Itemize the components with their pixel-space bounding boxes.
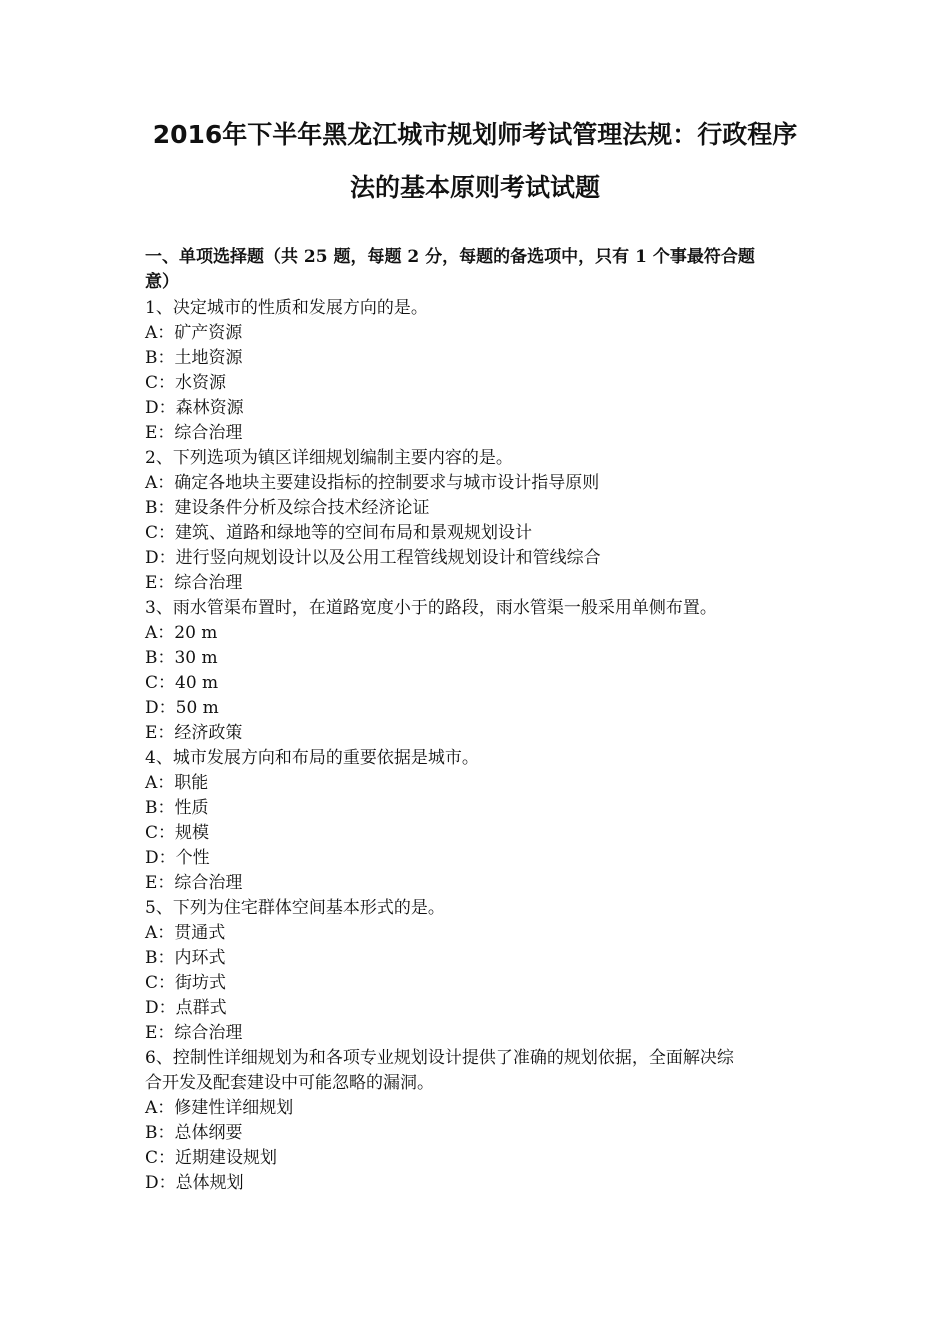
question-text-line: A：修建性详细规划 bbox=[145, 1098, 294, 1118]
question-list bbox=[145, 296, 813, 1196]
question-text-line: E：综合治理 bbox=[145, 1023, 243, 1043]
question-text-line: C：近期建设规划 bbox=[145, 1148, 278, 1168]
question-text-line: D：森林资源 bbox=[145, 398, 244, 418]
question-text-line: B：总体纲要 bbox=[145, 1123, 243, 1143]
question-text-line: B：30 m bbox=[145, 648, 218, 668]
question-text-line: 1、决定城市的性质和发展方向的是。 bbox=[145, 298, 428, 318]
question-text-line: E：综合治理 bbox=[145, 873, 243, 893]
question-text-line: C：40 m bbox=[145, 673, 219, 693]
question-text-line: B：性质 bbox=[145, 798, 209, 818]
question-text-line: C：建筑、道路和绿地等的空间布局和景观规划设计 bbox=[145, 523, 533, 543]
document-title-line-2: 法的基本原则考试试题 bbox=[349, 173, 600, 202]
question-text-line: B：土地资源 bbox=[145, 348, 243, 368]
question-text-line: A：职能 bbox=[145, 773, 209, 793]
question-text-line: 4、城市发展方向和布局的重要依据是城市。 bbox=[145, 748, 479, 768]
question-text-line: D：总体规划 bbox=[145, 1173, 244, 1193]
question-text-line: 2、下列选项为镇区详细规划编制主要内容的是。 bbox=[145, 448, 513, 468]
document-title-line-1: 2016年下半年黑龙江城市规划师考试管理法规：行政程序 bbox=[152, 120, 798, 149]
section-heading-line-1: 一、单项选择题（共 25 题，每题 2 分，每题的备选项中，只有 1 个事最符合题 bbox=[145, 247, 755, 267]
question-text-line: 3、雨水管渠布置时，在道路宽度小于的路段，雨水管渠一般采用单侧布置。 bbox=[145, 598, 717, 618]
question-text-line: E：综合治理 bbox=[145, 573, 243, 593]
question-text-line: C：水资源 bbox=[145, 373, 227, 393]
question-text-line: A：矿产资源 bbox=[145, 323, 243, 343]
section-heading bbox=[145, 245, 813, 295]
question-text-line: C：规模 bbox=[145, 823, 210, 843]
question-text-line: C：街坊式 bbox=[145, 973, 227, 993]
question-text-line: 6、控制性详细规划为和各项专业规划设计提供了准确的规划依据，全面解决综 bbox=[145, 1048, 734, 1068]
question-text-line: D：进行竖向规划设计以及公用工程管线规划设计和管线综合 bbox=[145, 548, 601, 568]
question-text-line: D：50 m bbox=[145, 698, 219, 718]
question-text-line: A：贯通式 bbox=[145, 923, 226, 943]
question-text-line: D：个性 bbox=[145, 848, 210, 868]
question-text-line: E：综合治理 bbox=[145, 423, 243, 443]
question-text-line: B：建设条件分析及综合技术经济论证 bbox=[145, 498, 430, 518]
question-text-line: 5、下列为住宅群体空间基本形式的是。 bbox=[145, 898, 445, 918]
question-text-line: E：经济政策 bbox=[145, 723, 243, 743]
question-text-line: 合开发及配套建设中可能忽略的漏洞。 bbox=[145, 1073, 434, 1093]
question-text-line: B：内环式 bbox=[145, 948, 226, 968]
section-heading-line-2: 意） bbox=[145, 272, 179, 292]
question-text-line: A：确定各地块主要建设指标的控制要求与城市设计指导原则 bbox=[145, 473, 600, 493]
question-text-line: A：20 m bbox=[145, 623, 218, 643]
question-text-line: D：点群式 bbox=[145, 998, 227, 1018]
